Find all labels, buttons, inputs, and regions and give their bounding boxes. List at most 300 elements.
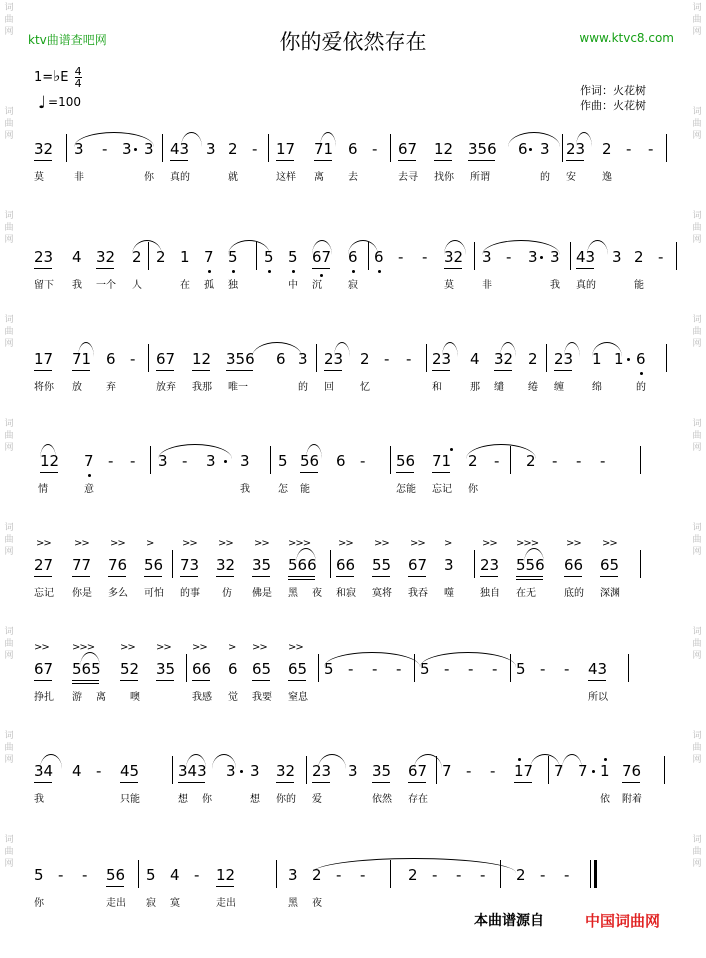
accent-mark: >>: [36, 538, 51, 549]
lyric: 所以: [588, 692, 608, 703]
slur: [312, 858, 516, 873]
note: 65: [252, 660, 272, 678]
sustain-dash: -: [564, 660, 570, 678]
watermark-glyph: 网: [692, 131, 702, 141]
note: 32: [216, 556, 236, 574]
lyric: 莫: [34, 172, 44, 183]
underline: [226, 370, 253, 371]
composer-credit: 作曲：火花树: [580, 99, 646, 112]
lyric: 缠: [554, 382, 564, 393]
watermark-glyph: 网: [4, 443, 14, 453]
slur: [78, 342, 94, 357]
lyric: 唯一: [228, 382, 248, 393]
underline: [288, 680, 306, 681]
watermark-glyph: 词: [4, 731, 14, 741]
lyric: 留下: [34, 280, 54, 291]
barline: [330, 550, 331, 578]
watermark-glyph: 词: [692, 523, 702, 533]
key-signature: [34, 66, 82, 89]
slur: [587, 240, 608, 255]
watermark-glyph: 词: [692, 627, 702, 637]
lyric: 黑: [288, 898, 298, 909]
final-barline-thick: [594, 860, 597, 888]
underline: [396, 472, 414, 473]
accent-mark: >>: [74, 538, 89, 549]
note: 1: [614, 350, 624, 368]
note: 4: [72, 248, 82, 266]
underline: [468, 160, 495, 161]
low-octave-dot: [352, 270, 355, 273]
note: 32: [276, 762, 296, 780]
note: 23: [554, 350, 574, 368]
lyric: 我那: [192, 382, 212, 393]
note: 35: [252, 556, 272, 574]
watermark-glyph: 词: [4, 3, 14, 13]
slur: [420, 652, 516, 667]
underline: [34, 680, 52, 681]
sustain-dash: -: [360, 452, 366, 470]
note: 17: [34, 350, 54, 368]
accent-mark: >>: [252, 642, 267, 653]
note: 1: [592, 350, 602, 368]
watermark-glyph: 词: [692, 315, 702, 325]
note: 32: [494, 350, 514, 368]
lyric: 附着: [622, 794, 642, 805]
note: 6: [518, 140, 528, 158]
score-row: [0, 442, 706, 522]
barline: [510, 654, 511, 682]
underline-double: [72, 683, 99, 684]
slur: [562, 754, 582, 769]
sustain-dash: -: [422, 248, 428, 266]
sustain-dash: -: [252, 140, 258, 158]
note: 3: [250, 762, 260, 780]
barline: [318, 654, 319, 682]
note: 27: [34, 556, 54, 574]
lyric: 非: [482, 280, 492, 291]
watermark-glyph: 曲: [4, 743, 14, 753]
note: 66: [192, 660, 212, 678]
underline: [336, 576, 354, 577]
sustain-dash: -: [444, 660, 450, 678]
site-brand-right[interactable]: www.ktvc8.com: [579, 31, 674, 45]
lyric: 莫: [444, 280, 454, 291]
accent-mark: >>: [338, 538, 353, 549]
note: 2: [156, 248, 166, 266]
watermark-glyph: 曲: [4, 223, 14, 233]
note: 6: [106, 350, 116, 368]
underline: [398, 160, 416, 161]
lyric: 觉: [228, 692, 238, 703]
final-barline-thin: [590, 860, 591, 888]
accent-mark: >>: [34, 642, 49, 653]
underline: [372, 576, 390, 577]
underline: [72, 680, 99, 681]
lyric: 沉: [312, 280, 322, 291]
slur: [80, 652, 100, 667]
slur: [530, 754, 560, 769]
sustain-dash: -: [108, 452, 114, 470]
watermark-glyph: 网: [692, 339, 702, 349]
barline: [666, 344, 667, 372]
lyric: 所谓: [470, 172, 490, 183]
note: 17: [514, 762, 534, 780]
lyric: 我: [72, 280, 82, 291]
lyric: 窒息: [288, 692, 308, 703]
barline: [270, 446, 271, 474]
note: 23: [324, 350, 344, 368]
note: 56: [106, 866, 126, 884]
note: 7: [554, 762, 564, 780]
lyric: 噢: [130, 692, 140, 703]
note: 2: [312, 866, 322, 884]
underline: [434, 160, 452, 161]
slur: [444, 240, 466, 255]
barline: [666, 134, 667, 162]
sustain-dash: -: [492, 660, 498, 678]
lyric: 能: [634, 280, 644, 291]
note: 2: [634, 248, 644, 266]
slur: [228, 240, 270, 255]
sustain-dash: -: [480, 866, 486, 884]
note: 4: [72, 762, 82, 780]
note: 66: [336, 556, 356, 574]
lyric: 想: [250, 794, 260, 805]
sustain-dash: -: [494, 452, 500, 470]
dotted-note: [627, 358, 630, 361]
sustain-dash: -: [406, 350, 412, 368]
note: 566: [288, 556, 317, 574]
watermark-glyph: 网: [692, 27, 702, 37]
lyric: 去寻: [398, 172, 418, 183]
note: 565: [72, 660, 101, 678]
lyric: 我要: [252, 692, 272, 703]
lyric: 依然: [372, 794, 392, 805]
slur: [524, 548, 544, 563]
underline: [300, 472, 318, 473]
lyric: 回: [324, 382, 334, 393]
watermark-glyph: 网: [4, 651, 14, 661]
lyric: 寞: [170, 898, 180, 909]
underline: [96, 268, 114, 269]
watermark-glyph: 词: [692, 3, 702, 13]
barline: [268, 134, 269, 162]
note: 3: [298, 350, 308, 368]
slur: [252, 342, 302, 357]
note: 3: [348, 762, 358, 780]
sustain-dash: -: [372, 140, 378, 158]
low-octave-dot: [232, 270, 235, 273]
accent-mark: >>: [566, 538, 581, 549]
lyric: 你的: [276, 794, 296, 805]
underline: [72, 370, 90, 371]
lyric: 缱: [494, 382, 504, 393]
slur: [324, 652, 420, 667]
low-octave-dot: [378, 270, 381, 273]
barline: [172, 550, 173, 578]
slur: [40, 754, 62, 769]
note: 71: [72, 350, 92, 368]
lyric: 寞将: [372, 588, 392, 599]
lyric: 你是: [72, 588, 92, 599]
lyricist-credit: 作词：火花树: [580, 84, 646, 97]
underline-double: [288, 579, 315, 580]
barline: [316, 344, 317, 372]
watermark-glyph: 词: [4, 107, 14, 117]
lyric: 绵: [592, 382, 602, 393]
lyric: 安: [566, 172, 576, 183]
lyric: 和: [432, 382, 442, 393]
underline: [600, 576, 618, 577]
note: 5: [278, 452, 288, 470]
note: 3: [122, 140, 132, 158]
underline: [432, 472, 450, 473]
watermark-glyph: 词: [4, 835, 14, 845]
note: 5: [516, 660, 526, 678]
barline: [640, 446, 641, 474]
watermark-glyph: 网: [4, 339, 14, 349]
underline: [566, 160, 584, 161]
note: 7: [442, 762, 452, 780]
note: 12: [434, 140, 454, 158]
watermark-glyph: 词: [692, 211, 702, 221]
note: 56: [396, 452, 416, 470]
watermark-glyph: 曲: [692, 743, 702, 753]
lyric: 佛是: [252, 588, 272, 599]
slur: [296, 548, 316, 563]
barline: [172, 756, 173, 784]
sustain-dash: -: [82, 866, 88, 884]
note: 23: [566, 140, 586, 158]
barline: [276, 860, 277, 888]
sustain-dash: -: [372, 660, 378, 678]
slur: [576, 132, 592, 147]
high-octave-dot: [604, 758, 607, 761]
lyric: 游: [72, 692, 82, 703]
lyric: 我感: [192, 692, 212, 703]
lyric: 弃: [106, 382, 116, 393]
lyric: 人: [132, 280, 142, 291]
note: 3: [612, 248, 622, 266]
watermark-glyph: 词: [4, 211, 14, 221]
watermark-glyph: 曲: [4, 847, 14, 857]
sustain-dash: -: [648, 140, 654, 158]
slur: [306, 444, 322, 459]
lyric: 离: [96, 692, 106, 703]
lyric: 夜: [312, 588, 322, 599]
lyric: 的: [298, 382, 308, 393]
sustain-dash: -: [194, 866, 200, 884]
underline: [312, 268, 330, 269]
note: 3: [226, 762, 236, 780]
note: 3: [550, 248, 560, 266]
underline: [106, 886, 124, 887]
accent-mark: >>: [182, 538, 197, 549]
note: 32: [96, 248, 116, 266]
low-octave-dot: [268, 270, 271, 273]
high-octave-dot: [518, 758, 521, 761]
underline: [408, 782, 426, 783]
underline: [564, 576, 582, 577]
lyric: 你: [34, 898, 44, 909]
watermark-glyph: 网: [4, 859, 14, 869]
slur: [334, 342, 350, 357]
watermark-glyph: 网: [4, 547, 14, 557]
lyric: 放: [72, 382, 82, 393]
time-signature: [75, 66, 82, 89]
sustain-dash: -: [658, 248, 664, 266]
slur: [158, 444, 232, 459]
lyric: 忆: [360, 382, 370, 393]
watermark-glyph: 网: [4, 755, 14, 765]
note: 2: [228, 140, 238, 158]
underline: [588, 680, 606, 681]
watermark-glyph: 曲: [692, 431, 702, 441]
lyric: 我: [550, 280, 560, 291]
note: 65: [600, 556, 620, 574]
score-row: [0, 130, 706, 210]
underline: [34, 370, 52, 371]
underline: [216, 886, 234, 887]
accent-mark: >>: [410, 538, 425, 549]
accent-mark: >>: [254, 538, 269, 549]
lyric: 想: [178, 794, 188, 805]
underline: [252, 576, 270, 577]
watermark-glyph: 网: [4, 235, 14, 245]
slur: [40, 444, 56, 459]
barline: [414, 654, 415, 682]
note: 3: [540, 140, 550, 158]
underline: [180, 576, 198, 577]
accent-mark: >>: [602, 538, 617, 549]
underline: [34, 576, 52, 577]
score-row: [0, 752, 706, 832]
lyric: 只能: [120, 794, 140, 805]
note: 17: [276, 140, 296, 158]
note: 7: [84, 452, 94, 470]
note: 2: [468, 452, 478, 470]
barline: [474, 242, 475, 270]
note: 66: [564, 556, 584, 574]
key-note: E: [60, 70, 69, 85]
accent-mark: >>>: [72, 642, 95, 653]
song-title: 你的爱依然存在: [279, 30, 427, 54]
note: 1: [600, 762, 610, 780]
watermark-glyph: 词: [4, 523, 14, 533]
note: 32: [34, 140, 54, 158]
sustain-dash: -: [130, 350, 136, 368]
sustain-dash: -: [348, 660, 354, 678]
note: 5: [146, 866, 156, 884]
lyric: 独自: [480, 588, 500, 599]
underline: [120, 680, 138, 681]
barline: [426, 344, 427, 372]
site-brand-left[interactable]: ktv曲谱查吧网: [28, 33, 107, 47]
dotted-note: [592, 770, 595, 773]
underline: [40, 472, 58, 473]
sustain-dash: -: [564, 866, 570, 884]
lyric: 逸: [602, 172, 612, 183]
watermark-glyph: 曲: [692, 639, 702, 649]
note: 52: [120, 660, 140, 678]
slur: [186, 754, 206, 769]
underline: [288, 576, 315, 577]
lyric: 找你: [434, 172, 454, 183]
slur: [74, 132, 154, 147]
underline: [216, 576, 234, 577]
lyric: 中: [288, 280, 298, 291]
underline: [314, 160, 332, 161]
note: 4: [470, 350, 480, 368]
lyric: 放弃: [156, 382, 176, 393]
underline: [480, 576, 498, 577]
underline: [516, 576, 543, 577]
note: 67: [398, 140, 418, 158]
lyric: 仿: [222, 588, 232, 599]
watermark-glyph: 网: [692, 651, 702, 661]
note: 5: [324, 660, 334, 678]
note: 3: [240, 452, 250, 470]
watermark-glyph: 曲: [4, 639, 14, 649]
note: 5: [288, 248, 298, 266]
accent-mark: >>>: [288, 538, 311, 549]
note: 6: [374, 248, 384, 266]
lyric: 将你: [34, 382, 54, 393]
sustain-dash: -: [490, 762, 496, 780]
underline: [178, 782, 205, 783]
lyric: 绻: [528, 382, 538, 393]
lyric: 就: [228, 172, 238, 183]
barline: [66, 134, 67, 162]
underline: [156, 680, 174, 681]
underline: [108, 576, 126, 577]
underline: [324, 370, 342, 371]
lyric: 爱: [312, 794, 322, 805]
note: 356: [226, 350, 255, 368]
footer-source-label: 本曲谱源自: [474, 913, 544, 929]
note: 3: [206, 140, 216, 158]
lyric: 的: [540, 172, 550, 183]
lyric: 走出: [216, 898, 236, 909]
sustain-dash: -: [626, 140, 632, 158]
underline: [34, 782, 52, 783]
footer-source-site[interactable]: 中国词曲网: [585, 912, 661, 930]
lyric: 去: [348, 172, 358, 183]
lyric: 你: [202, 794, 212, 805]
watermark-glyph: 曲: [692, 327, 702, 337]
note: 35: [156, 660, 176, 678]
lyric: 的: [636, 382, 646, 393]
watermark-glyph: 网: [692, 443, 702, 453]
lyric: 能: [300, 484, 310, 495]
watermark-glyph: 曲: [692, 223, 702, 233]
accent-mark: >>: [374, 538, 389, 549]
lyric: 夜: [312, 898, 322, 909]
note: 23: [312, 762, 332, 780]
slur: [212, 754, 236, 769]
key-prefix: 1=: [34, 70, 54, 85]
watermark-glyph: 曲: [692, 119, 702, 129]
sustain-dash: -: [552, 452, 558, 470]
watermark-glyph: 曲: [4, 431, 14, 441]
accent-mark: >>: [110, 538, 125, 549]
dotted-note: [529, 148, 532, 151]
sustain-dash: -: [540, 866, 546, 884]
barline: [150, 446, 151, 474]
watermark-glyph: 曲: [4, 535, 14, 545]
slur: [132, 240, 162, 255]
note: 2: [528, 350, 538, 368]
